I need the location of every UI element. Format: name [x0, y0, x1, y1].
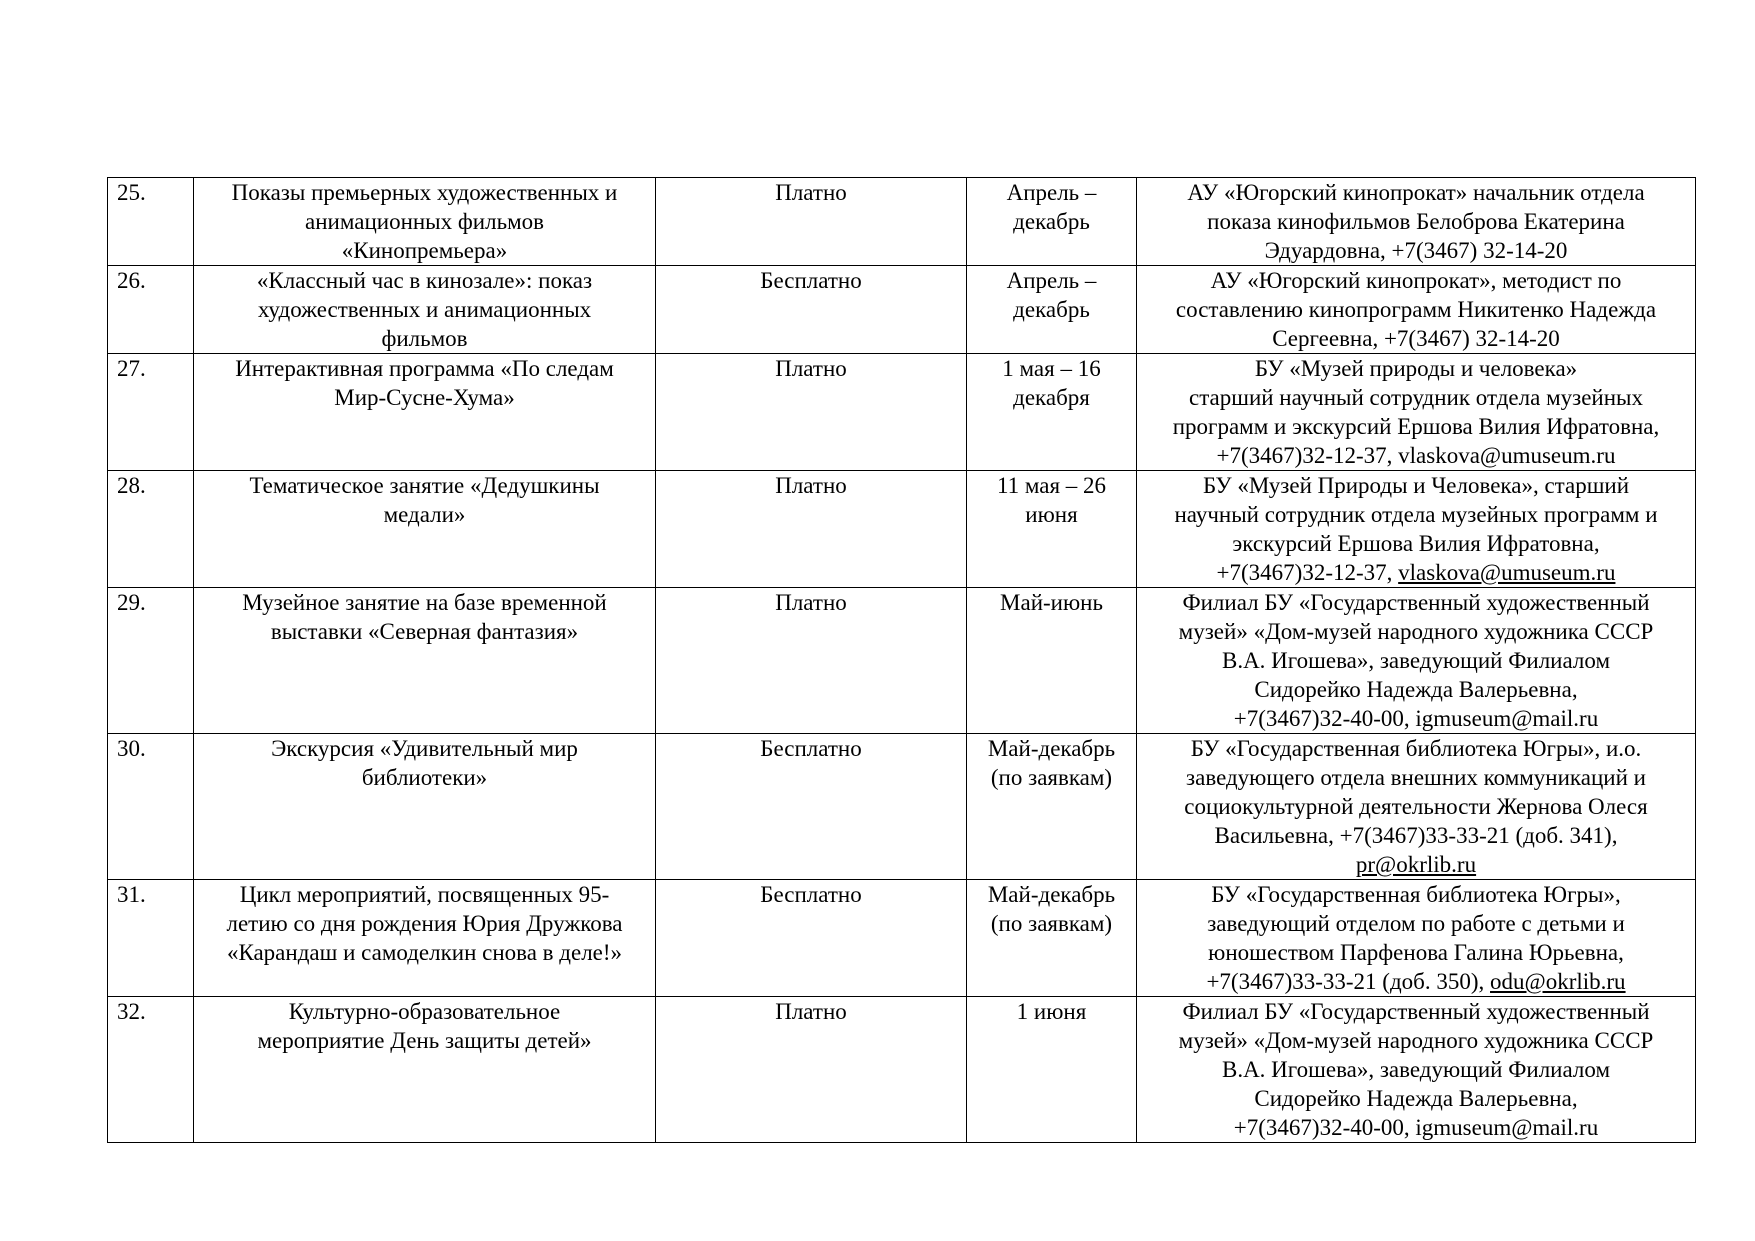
event-title-cell	[194, 266, 656, 354]
event-title-cell-line: Показы премьерных художественных и	[231, 180, 618, 205]
contact-cell-line: Сидорейко Надежда Валерьевна,	[1254, 677, 1578, 702]
event-title-cell-line: летию со дня рождения Юрия Дружкова	[226, 911, 623, 936]
dates-cell-line: 1 мая – 16	[1002, 356, 1101, 381]
event-title-cell	[194, 588, 656, 734]
table-row	[108, 471, 1696, 588]
contact-cell-line: Филиал БУ «Государственный художественный	[1182, 590, 1650, 615]
dates-cell	[967, 734, 1137, 880]
dates-cell-line: декабрь	[1013, 209, 1090, 234]
contact-cell	[1137, 588, 1696, 734]
contact-cell-line: Сидорейко Надежда Валерьевна,	[1254, 1086, 1578, 1111]
row-number-cell: 25.	[108, 178, 194, 266]
event-title-cell-line: медали»	[383, 502, 466, 527]
event-title-cell-line: «Классный час в кинозале»: показ	[256, 268, 593, 293]
event-title-cell	[194, 354, 656, 471]
event-title-cell-line: Музейное занятие на базе временной	[242, 590, 607, 615]
events-table-body	[108, 178, 1696, 1143]
event-title-cell-line: Культурно-образовательное	[288, 999, 561, 1024]
event-title-cell	[194, 997, 656, 1143]
contact-cell-line: заведующего отдела внешних коммуникаций и	[1186, 765, 1646, 790]
price-cell: Платно	[656, 997, 967, 1143]
contact-cell-line: Васильевна, +7(3467)33-33-21 (доб. 341),	[1214, 823, 1618, 848]
event-title-cell-line: мероприятие День защиты детей»	[257, 1028, 592, 1053]
contact-cell	[1137, 266, 1696, 354]
event-title-cell-line: выставки «Северная фантазия»	[270, 619, 579, 644]
row-number-cell: 32.	[108, 997, 194, 1143]
event-title-cell-line: Экскурсия «Удивительный мир	[271, 736, 578, 761]
contact-cell-line: программ и экскурсий Ершова Вилия Ифратовна,	[1172, 414, 1660, 439]
table-row	[108, 997, 1696, 1143]
contact-cell	[1137, 880, 1696, 997]
dates-cell	[967, 588, 1137, 734]
contact-cell-line: экскурсий Ершова Вилия Ифратовна,	[1232, 531, 1600, 556]
dates-cell-line: Апрель –	[1006, 180, 1097, 205]
table-row	[108, 588, 1696, 734]
event-title-cell-line: Тематическое занятие «Дедушкины	[249, 473, 600, 498]
row-number-cell: 26.	[108, 266, 194, 354]
event-title-cell	[194, 471, 656, 588]
contact-cell-line: музей» «Дом-музей народного художника СССР	[1178, 619, 1654, 644]
events-table	[107, 177, 1696, 1143]
contact-cell-line: В.А. Игошева», заведующий Филиалом	[1221, 648, 1610, 673]
contact-cell-line: старший научный сотрудник отдела музейных	[1188, 385, 1643, 410]
dates-cell-line: (по заявкам)	[990, 765, 1113, 790]
dates-cell	[967, 997, 1137, 1143]
contact-cell	[1137, 471, 1696, 588]
contact-cell-line: научный сотрудник отдела музейных программ и	[1174, 502, 1658, 527]
contact-cell-line: +7(3467)32-40-00, igmuseum@mail.ru	[1233, 1115, 1599, 1140]
dates-cell-line: июня	[1025, 502, 1078, 527]
event-title-cell-line: «Карандаш и самоделкин снова в деле!»	[226, 940, 623, 965]
contact-cell	[1137, 178, 1696, 266]
row-number-cell: 29.	[108, 588, 194, 734]
event-title-cell-line: библиотеки»	[361, 765, 488, 790]
event-title-cell	[194, 178, 656, 266]
contact-cell-line: +7(3467)32-40-00, igmuseum@mail.ru	[1233, 706, 1599, 731]
contact-cell-line: АУ «Югорский кинопрокат», методист по	[1210, 268, 1622, 293]
dates-cell-line: 11 мая – 26	[996, 473, 1107, 498]
event-title-cell-line: фильмов	[381, 326, 468, 351]
contact-cell-line: БУ «Государственная библиотека Югры», и.о.	[1190, 736, 1642, 761]
contact-cell-line: Филиал БУ «Государственный художественный	[1182, 999, 1650, 1024]
contact-cell-line: БУ «Государственная библиотека Югры»,	[1211, 882, 1621, 907]
dates-cell-line: декабрь	[1013, 297, 1090, 322]
dates-cell	[967, 471, 1137, 588]
contact-cell-line: заведующий отделом по работе с детьми и	[1207, 911, 1625, 936]
event-title-cell-line: художественных и анимационных	[257, 297, 592, 322]
event-title-cell-line: анимационных фильмов	[305, 209, 544, 234]
dates-cell-line: Май-декабрь	[987, 882, 1116, 907]
row-number-cell: 31.	[108, 880, 194, 997]
contact-cell	[1137, 734, 1696, 880]
row-number-cell: 27.	[108, 354, 194, 471]
event-title-cell-line: Цикл мероприятий, посвященных 95-	[239, 882, 610, 907]
contact-cell-line: БУ «Музей природы и человека»	[1254, 356, 1578, 381]
email-link[interactable]: pr@okrlib.ru	[1355, 852, 1477, 877]
contact-cell-line: +7(3467)32-12-37, vlaskova@umuseum.ru	[1216, 443, 1616, 468]
table-row	[108, 734, 1696, 880]
price-cell: Платно	[656, 471, 967, 588]
price-cell: Бесплатно	[656, 734, 967, 880]
contact-cell-line: показа кинофильмов Белоброва Екатерина	[1207, 209, 1625, 234]
contact-phone: +7(3467)32-12-37,	[1216, 560, 1399, 585]
price-cell: Платно	[656, 588, 967, 734]
contact-cell-line: В.А. Игошева», заведующий Филиалом	[1221, 1057, 1610, 1082]
contact-cell-line: БУ «Музей Природы и Человека», старший	[1202, 473, 1630, 498]
event-title-cell-line: Мир-Сусне-Хума»	[334, 385, 515, 410]
event-title-cell	[194, 880, 656, 997]
event-title-cell-line: «Кинопремьера»	[341, 238, 508, 263]
contact-cell-line: музей» «Дом-музей народного художника СССР	[1178, 1028, 1654, 1053]
price-cell: Платно	[656, 178, 967, 266]
dates-cell-line: Апрель –	[1006, 268, 1097, 293]
dates-cell-line: Май-декабрь	[987, 736, 1116, 761]
dates-cell	[967, 266, 1137, 354]
dates-cell	[967, 354, 1137, 471]
dates-cell-line: (по заявкам)	[990, 911, 1113, 936]
contact-cell-line	[1143, 850, 1689, 879]
dates-cell	[967, 880, 1137, 997]
contact-cell-line	[1143, 967, 1689, 996]
row-number-cell: 30.	[108, 734, 194, 880]
table-row	[108, 266, 1696, 354]
dates-cell-line: декабря	[1013, 385, 1090, 410]
dates-cell-line: Май-июнь	[1000, 590, 1103, 615]
contact-phone: +7(3467)33-33-21 (доб. 350),	[1206, 969, 1491, 994]
price-cell: Бесплатно	[656, 880, 967, 997]
dates-cell	[967, 178, 1137, 266]
event-title-cell	[194, 734, 656, 880]
email-link[interactable]: odu@okrlib.ru	[1490, 969, 1626, 994]
email-link[interactable]: vlaskova@umuseum.ru	[1398, 560, 1616, 585]
contact-cell	[1137, 354, 1696, 471]
row-number-cell: 28.	[108, 471, 194, 588]
contact-cell	[1137, 997, 1696, 1143]
event-title-cell-line: Интерактивная программа «По следам	[235, 356, 614, 381]
contact-cell-line: Сергеевна, +7(3467) 32-14-20	[1272, 326, 1560, 351]
dates-cell-line: 1 июня	[1016, 999, 1087, 1024]
contact-cell-line: Эдуардовна, +7(3467) 32-14-20	[1264, 238, 1568, 263]
contact-cell-line: АУ «Югорский кинопрокат» начальник отдела	[1187, 180, 1645, 205]
contact-cell-line: составлению кинопрограмм Никитенко Надежда	[1175, 297, 1657, 322]
table-row	[108, 178, 1696, 266]
price-cell: Платно	[656, 354, 967, 471]
contact-cell-line	[1143, 558, 1689, 587]
table-row	[108, 354, 1696, 471]
price-cell: Бесплатно	[656, 266, 967, 354]
contact-cell-line: социокультурной деятельности Жернова Олеся	[1184, 794, 1648, 819]
contact-cell-line: юношеством Парфенова Галина Юрьевна,	[1208, 940, 1624, 965]
table-row	[108, 880, 1696, 997]
